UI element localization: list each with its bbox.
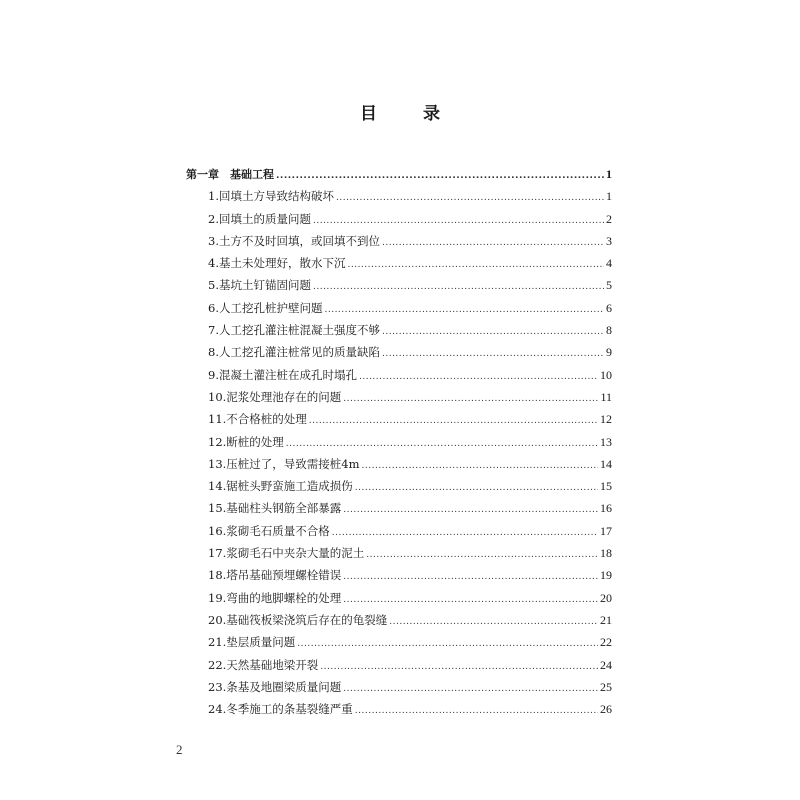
toc-entry-label: 24.冬季施工的条基裂缝严重 (208, 702, 353, 717)
dot-leader (313, 210, 604, 232)
toc-entry-label: 1.回填土方导致结构破坏 (208, 189, 334, 204)
toc-entry-label: 17.浆砌毛石中夹杂大量的泥土 (208, 546, 365, 561)
dot-leader (309, 410, 598, 432)
dot-leader (343, 499, 598, 521)
dot-leader (336, 187, 604, 209)
toc-entry-page: 18 (600, 546, 612, 561)
toc-entry-page: 10 (600, 367, 612, 382)
toc-entry-label: 14.锯桩头野蛮施工造成损伤 (208, 479, 353, 494)
toc-entry-page: 17 (600, 523, 612, 538)
toc-entry-page: 19 (600, 568, 612, 583)
toc-entry[interactable] (186, 542, 612, 564)
dot-leader (362, 455, 598, 477)
toc-entry[interactable] (186, 408, 612, 430)
toc-entry-page: 5 (606, 278, 612, 293)
toc-entry-page: 1 (606, 189, 612, 204)
toc-entry[interactable] (186, 364, 612, 386)
toc-entry-label: 5.基坑土钉锚固问题 (208, 278, 311, 293)
toc-entry-page: 21 (600, 612, 612, 627)
toc-entry-label: 11.不合格桩的处理 (208, 412, 307, 427)
dot-leader (343, 678, 598, 700)
toc-entry-page: 6 (606, 300, 612, 315)
toc-entry-label: 12.断桩的处理 (208, 434, 284, 449)
toc-chapter-label: 第一章 基础工程 (186, 168, 274, 181)
toc-entry[interactable] (186, 431, 612, 453)
toc-entry-page: 20 (600, 590, 612, 605)
toc-entry[interactable] (186, 631, 612, 653)
toc-entry-page: 24 (600, 657, 612, 672)
toc-entry-page: 13 (600, 434, 612, 449)
dot-leader (343, 388, 598, 410)
toc-entry[interactable] (186, 654, 612, 676)
dot-leader (343, 566, 598, 588)
toc-entry-label: 23.条基及地圈梁质量问题 (208, 679, 342, 694)
toc-entry-label: 19.弯曲的地脚螺栓的处理 (208, 590, 342, 605)
toc-entry-page: 15 (600, 479, 612, 494)
toc-chapter-page: 1 (606, 167, 612, 181)
toc-entry-label: 10.泥浆处理池存在的问题 (208, 389, 342, 404)
toc-entry[interactable] (186, 676, 612, 698)
toc-title: 目 录 (360, 104, 460, 124)
toc-entry-label: 21.垫层质量问题 (208, 635, 296, 650)
dot-leader (313, 276, 604, 298)
dot-leader (324, 299, 604, 321)
toc-entry-label: 22.天然基础地梁开裂 (208, 657, 319, 672)
toc-entry[interactable] (186, 319, 612, 341)
toc-entry-label: 7.人工挖孔灌注桩混凝土强度不够 (208, 323, 380, 338)
toc-entry-page: 12 (600, 412, 612, 427)
dot-leader (389, 611, 598, 633)
toc-entry[interactable] (186, 185, 612, 207)
dot-leader (286, 433, 598, 455)
toc-entry[interactable] (186, 497, 612, 519)
toc-entry[interactable] (186, 208, 612, 230)
toc-entry-page: 9 (606, 345, 612, 360)
toc-entry-page: 22 (600, 635, 612, 650)
dot-leader (343, 589, 598, 611)
toc-entry-label: 9.混凝土灌注桩在成孔时塌孔 (208, 367, 357, 382)
toc-entry-label: 16.浆砌毛石质量不合格 (208, 523, 330, 538)
page-number: 2 (176, 742, 183, 757)
toc-entry-page: 25 (600, 679, 612, 694)
dot-leader (320, 656, 598, 678)
toc-entry-label: 15.基础柱头钢筋全部暴露 (208, 501, 342, 516)
toc-entry-page: 8 (606, 323, 612, 338)
toc-entry-label: 6.人工挖孔桩护壁问题 (208, 300, 323, 315)
toc-entry-page: 16 (600, 501, 612, 516)
dot-leader (382, 321, 604, 343)
toc-entry-label: 2.回填土的质量问题 (208, 211, 311, 226)
toc-entry[interactable] (186, 252, 612, 274)
dot-leader (382, 343, 604, 365)
toc-entry-page: 11 (600, 389, 612, 404)
toc-entry-label: 20.基础筏板梁浇筑后存在的龟裂缝 (208, 612, 388, 627)
toc-entry-label: 3.土方不及时回填，或回填不到位 (208, 233, 380, 248)
toc-entry-page: 26 (600, 702, 612, 717)
toc-entry-label: 18.塔吊基础预埋螺栓错误 (208, 568, 342, 583)
toc-entry[interactable] (186, 475, 612, 497)
toc-entry[interactable] (186, 698, 612, 720)
toc-entry[interactable] (186, 453, 612, 475)
toc-entry-label: 8.人工挖孔灌注桩常见的质量缺陷 (208, 345, 380, 360)
toc-entry[interactable] (186, 587, 612, 609)
toc-entry-page: 14 (600, 456, 612, 471)
toc-entry[interactable] (186, 520, 612, 542)
toc-entry[interactable] (186, 386, 612, 408)
toc-entry-label: 4.基土未处理好，散水下沉 (208, 256, 346, 271)
dot-leader (355, 700, 598, 722)
table-of-contents (186, 163, 612, 720)
toc-entry[interactable] (186, 341, 612, 363)
toc-chapter-entry[interactable] (186, 163, 612, 185)
dot-leader (366, 544, 598, 566)
toc-item-list (186, 185, 612, 720)
dot-leader (359, 366, 598, 388)
dot-leader (355, 477, 598, 499)
dot-leader (276, 165, 604, 187)
dot-leader (382, 232, 604, 254)
toc-entry-page: 2 (606, 211, 612, 226)
toc-entry[interactable] (186, 230, 612, 252)
toc-entry[interactable] (186, 297, 612, 319)
toc-entry[interactable] (186, 274, 612, 296)
dot-leader (347, 254, 604, 276)
toc-entry[interactable] (186, 564, 612, 586)
toc-entry[interactable] (186, 609, 612, 631)
toc-entry-label: 13.压桩过了，导致需接桩4m (208, 456, 360, 471)
dot-leader (332, 522, 598, 544)
dot-leader (297, 633, 598, 655)
toc-entry-page: 4 (606, 256, 612, 271)
toc-entry-page: 3 (606, 233, 612, 248)
